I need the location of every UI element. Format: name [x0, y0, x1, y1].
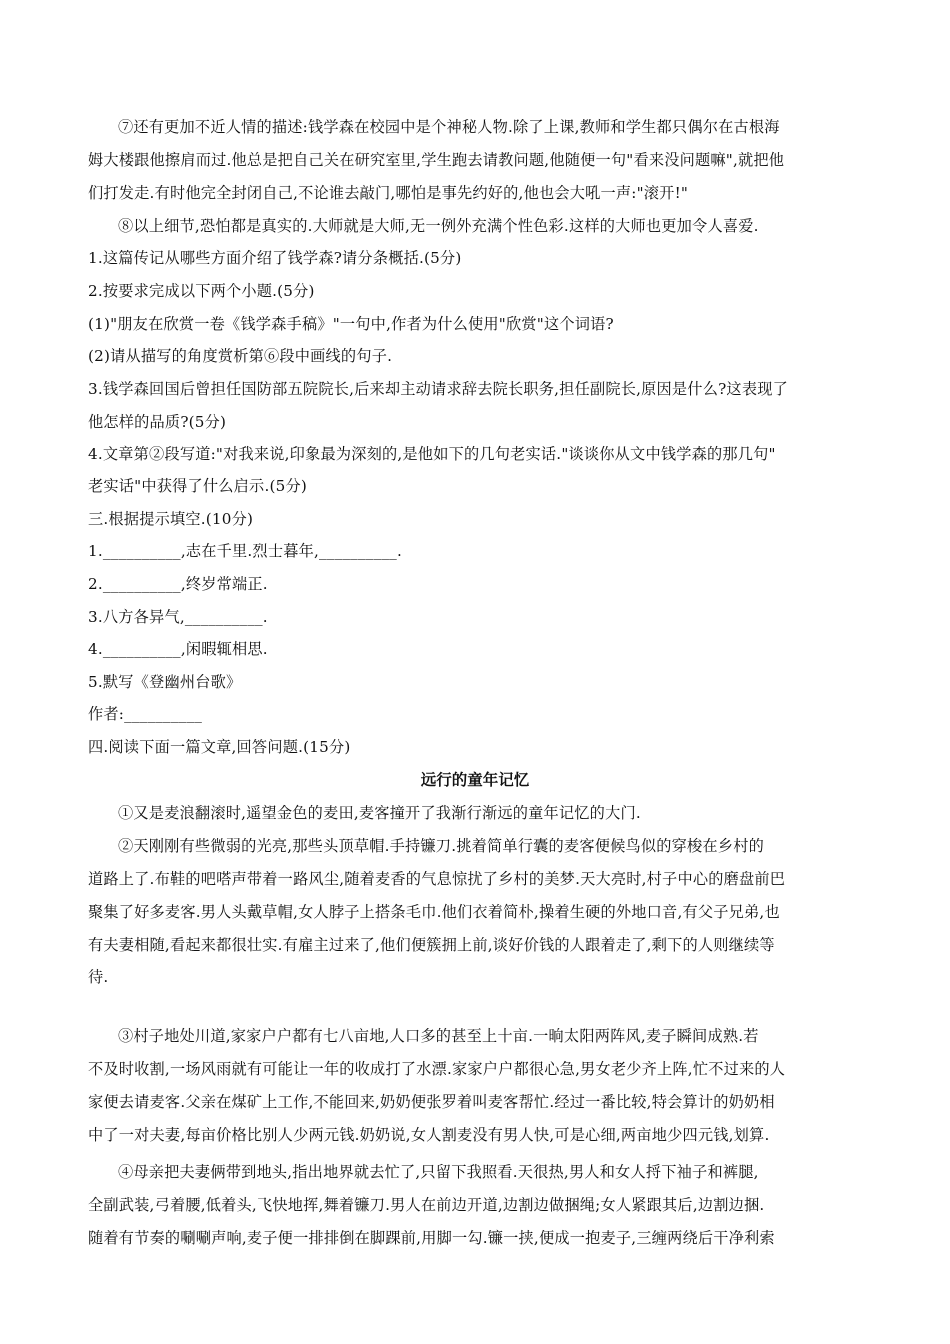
question-3-line-2: 他怎样的品质?(5分) — [88, 413, 227, 431]
article-paragraph-4-line-2: 全副武装,弓着腰,低着头,飞快地挥,舞着镰刀.男人在前边开道,边割边做捆绳;女人紧跟其后,边割边捆. — [88, 1196, 765, 1214]
article-paragraph-4-line-1: ④母亲把夫妻俩带到地头,指出地界就去忙了,只留下我照看.天很热,男人和女人捋下袖子和裤腿, — [118, 1163, 759, 1181]
fill-blank-4: 4.__________,闲暇辄相思. — [88, 640, 268, 658]
question-4-line-1: 4.文章第②段写道:"对我来说,印象最为深刻的,是他如下的几句老实话."谈谈你从文中钱学森的那几句" — [88, 445, 776, 463]
article-paragraph-2-line-5: 待. — [88, 968, 109, 986]
section-4-heading: 四.阅读下面一篇文章,回答问题.(15分) — [88, 738, 351, 756]
fill-blank-5: 5.默写《登幽州台歌》 — [88, 673, 242, 691]
article-paragraph-1: ①又是麦浪翻滚时,遥望金色的麦田,麦客撞开了我渐行渐远的童年记忆的大门. — [118, 804, 641, 822]
article-paragraph-3-line-3: 家便去请麦客.父亲在煤矿上工作,不能回来,奶奶便张罗着叫麦客帮忙.经过一番比较,特会算计的奶奶相 — [88, 1093, 775, 1111]
article-paragraph-3-line-4: 中了一对夫妻,每亩价格比别人少两元钱.奶奶说,女人割麦没有男人快,可是心细,两亩地少四元钱,划算. — [88, 1126, 770, 1144]
fill-blank-2: 2.__________,终岁常端正. — [88, 575, 268, 593]
article-title: 远行的童年记忆 — [420, 771, 530, 789]
article-paragraph-2-line-4: 有夫妻相随,看起来都很壮实.有雇主过来了,他们便簇拥上前,谈好价钱的人跟着走了,剩下的人则继续等 — [88, 936, 775, 954]
article-paragraph-2-line-3: 聚集了好多麦客.男人头戴草帽,女人脖子上搭条毛巾.他们衣着简朴,操着生硬的外地口音,有父子兄弟,也 — [88, 903, 780, 921]
section-3-heading: 三.根据提示填空.(10分) — [88, 510, 254, 528]
article-paragraph-4-line-3: 随着有节奏的唰唰声响,麦子便一排排倒在脚踝前,用脚一勾.镰一挟,便成一抱麦子,三缠两绕后干净利索 — [88, 1229, 775, 1247]
fill-blank-3: 3.八方各异气,__________. — [88, 608, 268, 626]
paragraph-7-line-1: ⑦还有更加不近人情的描述:钱学森在校园中是个神秘人物.除了上课,教师和学生都只偶尔在古根海 — [118, 118, 780, 136]
question-2-part-1: (1)"朋友在欣赏一卷《钱学森手稿》"一句中,作者为什么使用"欣赏"这个词语? — [88, 315, 614, 333]
author-blank: 作者:__________ — [88, 705, 203, 723]
article-paragraph-2-line-1: ②天刚刚有些微弱的光亮,那些头顶草帽.手持镰刀.挑着简单行囊的麦客便候鸟似的穿梭在乡村的 — [118, 837, 764, 855]
question-4-line-2: 老实话"中获得了什么启示.(5分) — [88, 477, 307, 495]
paragraph-7-line-2: 姆大楼跟他擦肩而过.他总是把自己关在研究室里,学生跑去请教问题,他随便一句"看来没问题嘛",就把他 — [88, 151, 785, 169]
question-2: 2.按要求完成以下两个小题.(5分) — [88, 282, 315, 300]
paragraph-7-line-3: 们打发走.有时他完全封闭自己,不论谁去敲门,哪怕是事先约好的,他也会大吼一声:"滚开!" — [88, 184, 689, 202]
article-paragraph-3-line-1: ③村子地处川道,家家户户都有七八亩地,人口多的甚至上十亩.一晌太阳两阵风,麦子瞬间成熟.若 — [118, 1027, 759, 1045]
article-paragraph-2-line-2: 道路上了.布鞋的吧嗒声带着一路风尘,随着麦香的气息惊扰了乡村的美梦.天大亮时,村子中心的磨盘前巴 — [88, 870, 786, 888]
question-1: 1.这篇传记从哪些方面介绍了钱学森?请分条概括.(5分) — [88, 249, 462, 267]
paragraph-8: ⑧以上细节,恐怕都是真实的.大师就是大师,无一例外充满个性色彩.这样的大师也更加令人喜爱. — [118, 217, 759, 235]
article-paragraph-3-line-2: 不及时收割,一场风雨就有可能让一年的收成打了水漂.家家户户都很心急,男女老少齐上阵,忙不过来的人 — [88, 1060, 786, 1078]
question-3-line-1: 3.钱学森回国后曾担任国防部五院院长,后来却主动请求辞去院长职务,担任副院长,原因是什么?这表现了 — [88, 380, 788, 398]
question-2-part-2: (2)请从描写的角度赏析第⑥段中画线的句子. — [88, 347, 393, 365]
fill-blank-1: 1.__________,志在千里.烈士暮年,__________. — [88, 542, 402, 560]
